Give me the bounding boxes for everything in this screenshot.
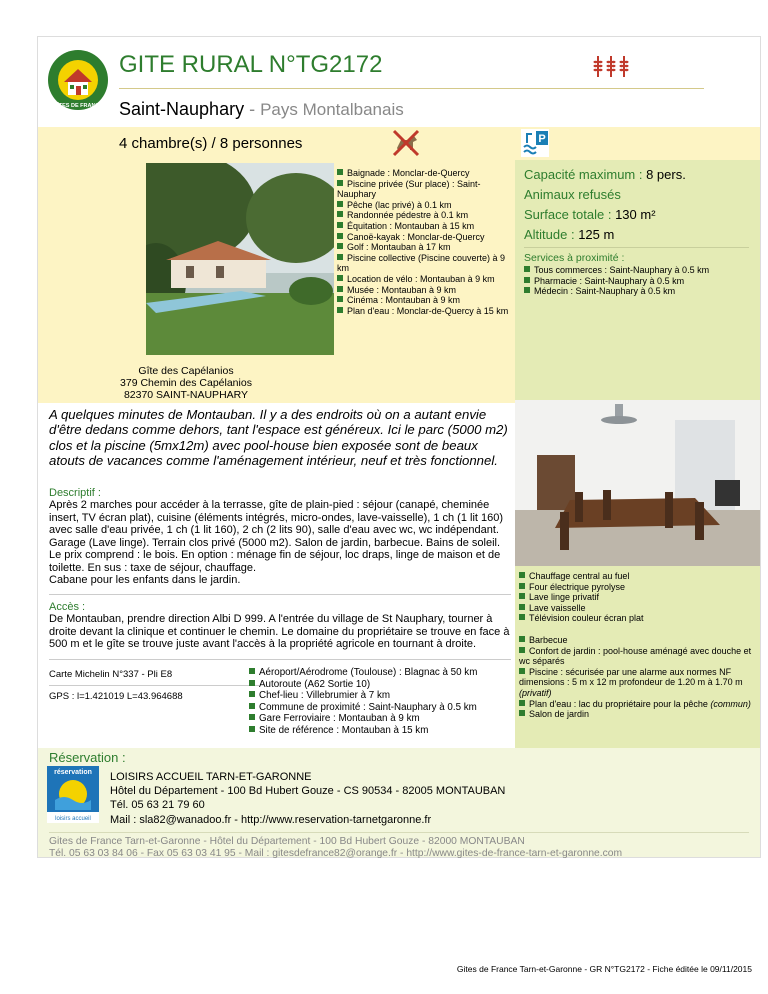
gite-interior-photo xyxy=(515,400,760,566)
list-item: Site de référence : Montauban à 15 km xyxy=(249,725,511,737)
no-pets-icon xyxy=(391,128,421,158)
gite-address xyxy=(96,365,276,401)
list-item: Piscine privée (Sur place) : Saint-Nauphary xyxy=(337,178,481,200)
reservation-heading: Réservation : xyxy=(49,750,126,765)
acces-label: Accès : xyxy=(49,601,86,613)
carte-divider xyxy=(49,685,259,686)
list-item: Baignade : Monclar-de-Quercy xyxy=(337,168,512,179)
list-item: Chef-lieu : Villebrumier à 7 km xyxy=(249,690,511,702)
list-item: Barbecue xyxy=(519,635,761,646)
list-item: Piscine : sécurisée par une alarme aux normes NF dimensions : 5 m x 12 m profondeur de 1.20 m à 1.70 m (privatif) xyxy=(519,666,743,698)
region-name: Pays Montalbanais xyxy=(260,100,404,119)
equipment-list xyxy=(515,571,759,624)
list-item: Pharmacie : Saint-Nauphary à 0.5 km xyxy=(524,276,756,287)
descriptif-label: Descriptif : xyxy=(49,487,101,499)
gites-de-france-logo xyxy=(47,49,109,111)
fiche-page xyxy=(37,36,761,858)
gite-title: GITE RURAL N°TG2172 xyxy=(119,51,383,78)
key-facts xyxy=(524,165,754,245)
list-item: Lave vaisselle xyxy=(519,603,759,614)
list-item: Piscine collective (Piscine couverte) à 9 km xyxy=(337,252,506,274)
list-item: Golf : Montauban à 17 km xyxy=(337,242,512,253)
list-item: Commune de proximité : Saint-Nauphary à 0.5 km xyxy=(249,702,511,714)
list-item: Plan d'eau : lac du propriétaire pour la pêche (commun) xyxy=(519,699,761,710)
reservation-mail[interactable]: Mail : sla82@wanadoo.fr - http://www.reservation-tarnetgaronne.fr xyxy=(110,813,432,826)
gps-coordinates: GPS : l=1.421019 L=43.964688 xyxy=(49,691,183,702)
list-item: Cinéma : Montauban à 9 km xyxy=(337,295,512,306)
capacity-max: Capacité maximum : 8 pers. xyxy=(524,167,686,182)
title-divider xyxy=(119,88,704,89)
list-item: Équitation : Montauban à 15 km xyxy=(337,221,512,232)
address-street: 379 Chemin des Capélanios xyxy=(120,377,252,389)
activities-list xyxy=(337,168,512,316)
list-item: Télévision couleur écran plat xyxy=(519,613,759,624)
list-item: Chauffage central au fuel xyxy=(519,571,759,582)
address-name: Gîte des Capélanios xyxy=(138,365,234,377)
reservation-address: Hôtel du Département - 100 Bd Hubert Gouze - CS 90534 - 82005 MONTAUBAN xyxy=(110,785,506,798)
epis-rating xyxy=(593,54,633,78)
list-item: Autoroute (A62 Sortie 10) xyxy=(249,679,511,691)
list-item: Pêche (lac privé) à 0.1 km xyxy=(337,200,512,211)
surface-total: Surface totale : 130 m² xyxy=(524,207,656,222)
pool-parking-icon xyxy=(521,129,549,157)
list-item: Canoë-kayak : Monclar-de-Quercy xyxy=(337,232,512,243)
reservation-details xyxy=(110,770,505,827)
acces-divider xyxy=(49,659,511,660)
edition-note: Gites de France Tarn-et-Garonne - GR N°TG2172 - Fiche éditée le 09/11/2015 xyxy=(456,964,752,974)
list-item: Randonnée pédestre à 0.1 km xyxy=(337,210,512,221)
descriptif-text: Après 2 marches pour accéder à la terrasse, gîte de plain-pied : séjour (canapé, cheminée insert, TV écran plat), cuisine (éléments intégrés, micro-ondes, lave-vaisselle), 1 ch (1 lit 160) avec salle d'eau privée, 1 ch (1 lit 160), 2 ch (2 lits 90), salle d'eau avec wc, wc indépendant. Garage (Lave linge). Terrain clos privé (5000 m2). Salon de jardin, barbecue. Bains de soleil. Le prix comprend : le bois. En option : ménage fin de séjour, loc draps, linge de maison et de toilette. En sus : taxe de séjour, chauffage. Cabane pour les enfants dans le jardin. xyxy=(49,499,504,586)
list-item: Confort de jardin : pool-house aménagé avec douche et wc séparés xyxy=(519,645,752,667)
commune-line: Saint-Nauphary - Pays Montalbanais xyxy=(119,99,404,119)
capacity-band xyxy=(38,127,760,160)
transport-list xyxy=(249,667,511,736)
acces-text: De Montauban, prendre direction Albi D 999. A l'entrée du village de St Nauphary, tourner à droite devant la clinique et continuer le chemin. Le domaine du propriétaire se trouve en face à 500 m et le gîte se trouve juste avant l'accès à la propriété agricole en tournant à droite. xyxy=(49,613,510,650)
commune-name: Saint-Nauphary xyxy=(119,99,245,119)
reservation-divider xyxy=(49,832,749,833)
list-item: Gare Ferroviaire : Montauban à 9 km xyxy=(249,713,511,725)
facts-divider xyxy=(524,247,749,248)
list-item: Musée : Montauban à 9 km xyxy=(337,285,512,296)
svg-text:réservation: réservation xyxy=(54,769,92,776)
pets-policy: Animaux refusés xyxy=(524,187,621,202)
svg-text:P: P xyxy=(538,133,546,145)
intro-text: A quelques minutes de Montauban. Il y a des endroits où on a autant envie d'être dedans comme dehors, tant l'espace est généreux. Ici le parc (5000 m2) clos et la piscine (5mx12m) avec pool-house bien exposée sont de beaux atouts de vacances comme l'aménagement intérieur, neuf et très fonctionnel. xyxy=(49,407,508,469)
reservation-logo xyxy=(47,766,99,823)
services-list xyxy=(524,265,756,297)
reservation-section xyxy=(38,748,760,857)
list-item: Tous commerces : Saint-Nauphary à 0.5 km xyxy=(524,265,756,276)
altitude: Altitude : 125 m xyxy=(524,227,615,242)
list-item: Location de vélo : Montauban à 9 km xyxy=(337,274,512,285)
reservation-phone: Tél. 05 63 21 79 60 xyxy=(110,799,205,812)
list-item: Plan d'eau : Monclar-de-Quercy à 15 km xyxy=(337,306,512,317)
michelin-map-ref: Carte Michelin N°337 - Pli E8 xyxy=(49,669,173,680)
list-item: Lave linge privatif xyxy=(519,592,759,603)
outdoor-list xyxy=(515,635,761,720)
list-item: Aéroport/Aérodrome (Toulouse) : Blagnac à 50 km xyxy=(249,667,511,679)
rooms-persons: 4 chambre(s) / 8 personnes xyxy=(119,135,303,152)
list-item: Médecin : Saint-Nauphary à 0.5 km xyxy=(524,286,756,297)
organisation-footer: Gites de France Tarn-et-Garonne - Hôtel du Département - 100 Bd Hubert Gouze - 82000 MONTAUBAN Tél. 05 63 03 84 06 - Fax 05 63 03 41 95 - Mail : gitesdefrance82@orange.fr - http://www.gites-de-france-tarn-et-garonne.com xyxy=(49,836,623,859)
gite-exterior-photo xyxy=(146,163,334,355)
services-heading: Services à proximité : xyxy=(524,252,625,264)
reservation-org: LOISIRS ACCUEIL TARN-ET-GARONNE xyxy=(110,771,312,783)
svg-text:GÎTES DE FRANCE: GÎTES DE FRANCE xyxy=(52,103,104,109)
address-city: 82370 SAINT-NAUPHARY xyxy=(123,389,249,401)
list-item: Four électrique pyrolyse xyxy=(519,582,759,593)
svg-text:loisirs accueil: loisirs accueil xyxy=(55,816,91,822)
descriptif-divider xyxy=(49,594,511,595)
list-item: Salon de jardin xyxy=(519,709,761,720)
